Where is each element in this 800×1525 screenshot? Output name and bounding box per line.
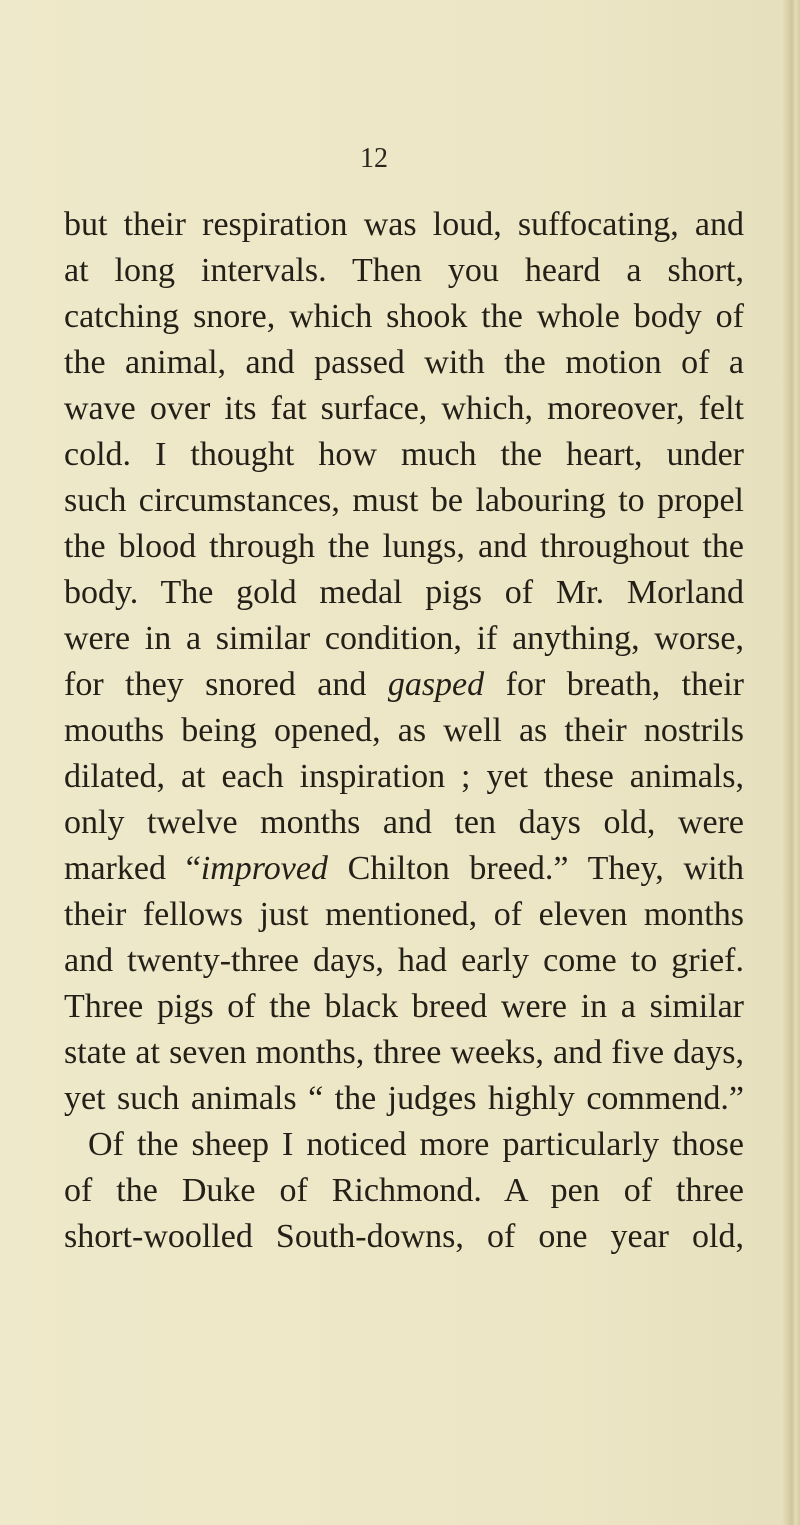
text-line: state at seven months, three weeks, and five days, [64, 1034, 744, 1071]
text-line: their fellows just mentioned, of eleven months [64, 896, 744, 933]
text-segment: Chilton breed.” They, with [327, 850, 744, 887]
text-line: were in a similar condition, if anything, worse, [64, 620, 744, 657]
text-segment: for they snored and [64, 666, 388, 703]
text-line: the blood through the lungs, and throughout the [64, 528, 744, 565]
page-edge-shadow [782, 0, 800, 1525]
text-line: yet such animals “ the judges highly commend.” [64, 1080, 744, 1117]
text-line: cold. I thought how much the heart, under [64, 436, 744, 473]
text-line: mouths being opened, as well as their nostrils [64, 712, 744, 749]
text-line [64, 846, 744, 892]
text-line: body. The gold medal pigs of Mr. Morland [64, 574, 744, 611]
text-line: catching snore, which shook the whole body of [64, 298, 744, 335]
text-line: Three pigs of the black breed were in a similar [64, 988, 744, 1025]
text-line [64, 662, 744, 708]
text-segment: marked “ [64, 850, 201, 887]
text-line: only twelve months and ten days old, were [64, 804, 744, 841]
text-line: at long intervals. Then you heard a short, [64, 252, 744, 289]
text-line: and twenty-three days, had early come to grief. [64, 942, 744, 979]
italic-word: improved [200, 850, 328, 887]
text-line: short-woolled South-downs, of one year old, [64, 1218, 744, 1255]
text-line: the animal, and passed with the motion of a [64, 344, 744, 381]
text-line: such circumstances, must be labouring to propel [64, 482, 744, 519]
page-number: 12 [360, 143, 388, 174]
body-text [64, 202, 744, 1260]
text-line: wave over its fat surface, which, moreover, felt [64, 390, 744, 427]
text-line: dilated, at each inspiration ; yet these animals, [64, 758, 744, 795]
text-line-paragraph-start: Of the sheep I noticed more particularly those [88, 1126, 744, 1163]
text-line: of the Duke of Richmond. A pen of three [64, 1172, 744, 1209]
italic-word: gasped [387, 666, 485, 703]
text-line: but their respiration was loud, suffocating, and [64, 206, 744, 243]
text-segment: for breath, their [484, 666, 744, 703]
